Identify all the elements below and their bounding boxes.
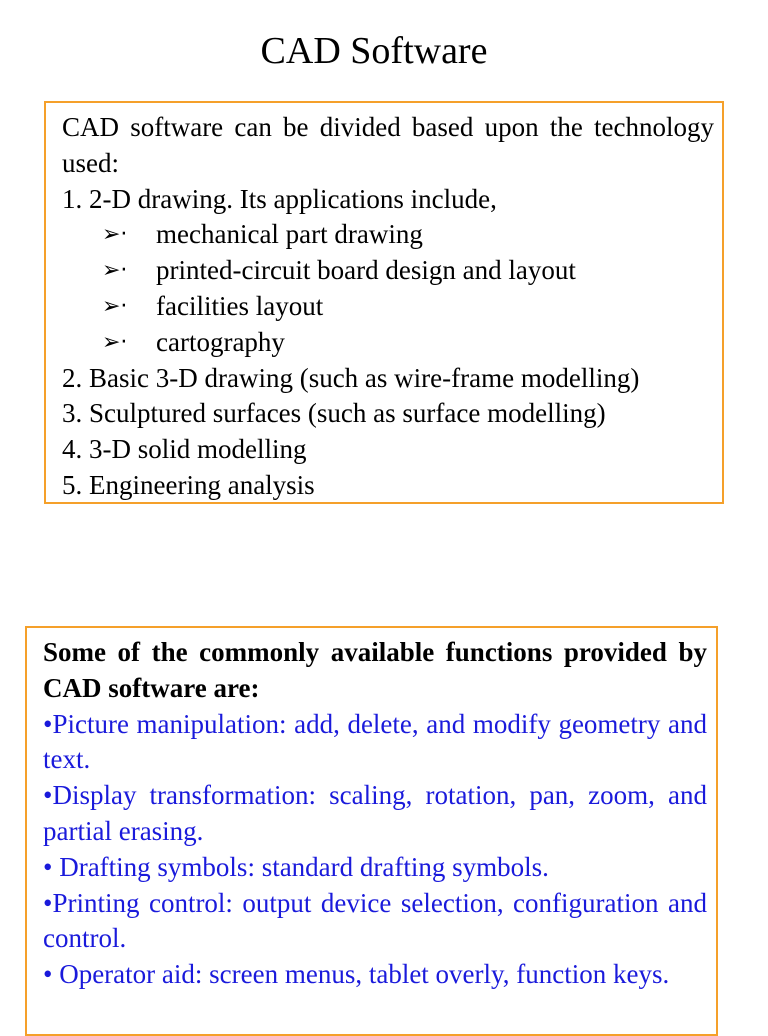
arrow-bullet-icon: ➢·: [102, 222, 128, 248]
arrow-bullet-icon: ➢·: [102, 258, 128, 284]
arrow-bullet-icon: ➢·: [102, 293, 128, 319]
bullet-text: facilities layout: [156, 290, 324, 321]
bullet-text: mechanical part drawing: [156, 219, 423, 250]
bullet-text: cartography: [156, 326, 285, 357]
function-item: •Printing control: output device selection, configuration and control.: [43, 887, 707, 954]
list-item: 4. 3-D solid modelling: [62, 434, 307, 465]
bullet-text: printed-circuit board design and layout: [156, 255, 576, 286]
cad-functions-box: [25, 626, 718, 1036]
list-item: 3. Sculptured surfaces (such as surface modelling): [62, 398, 606, 429]
function-item: • Drafting symbols: standard drafting symbols.: [43, 851, 549, 882]
bullet-item: [62, 325, 714, 361]
classification-intro: CAD software can be divided based upon the technology used:: [62, 112, 714, 178]
functions-intro: Some of the commonly available functions provided by CAD software are:: [43, 637, 707, 703]
page-title: CAD Software: [260, 30, 488, 72]
function-item: • Operator aid: screen menus, tablet overly, function keys.: [43, 959, 670, 990]
arrow-bullet-icon: ➢·: [102, 329, 128, 355]
bullet-item: [62, 217, 714, 253]
list-item-2d-drawing: 1. 2-D drawing. Its applications include,: [62, 183, 497, 214]
list-item: 5. Engineering analysis: [62, 469, 315, 500]
function-item: •Display transformation: scaling, rotation, pan, zoom, and partial erasing.: [43, 780, 707, 846]
bullet-item: [62, 253, 714, 289]
technology-classification-box: [44, 101, 724, 504]
list-item: 2. Basic 3-D drawing (such as wire-frame modelling): [62, 362, 640, 393]
bullet-item: [62, 289, 714, 325]
function-item: •Picture manipulation: add, delete, and modify geometry and text.: [43, 708, 707, 775]
